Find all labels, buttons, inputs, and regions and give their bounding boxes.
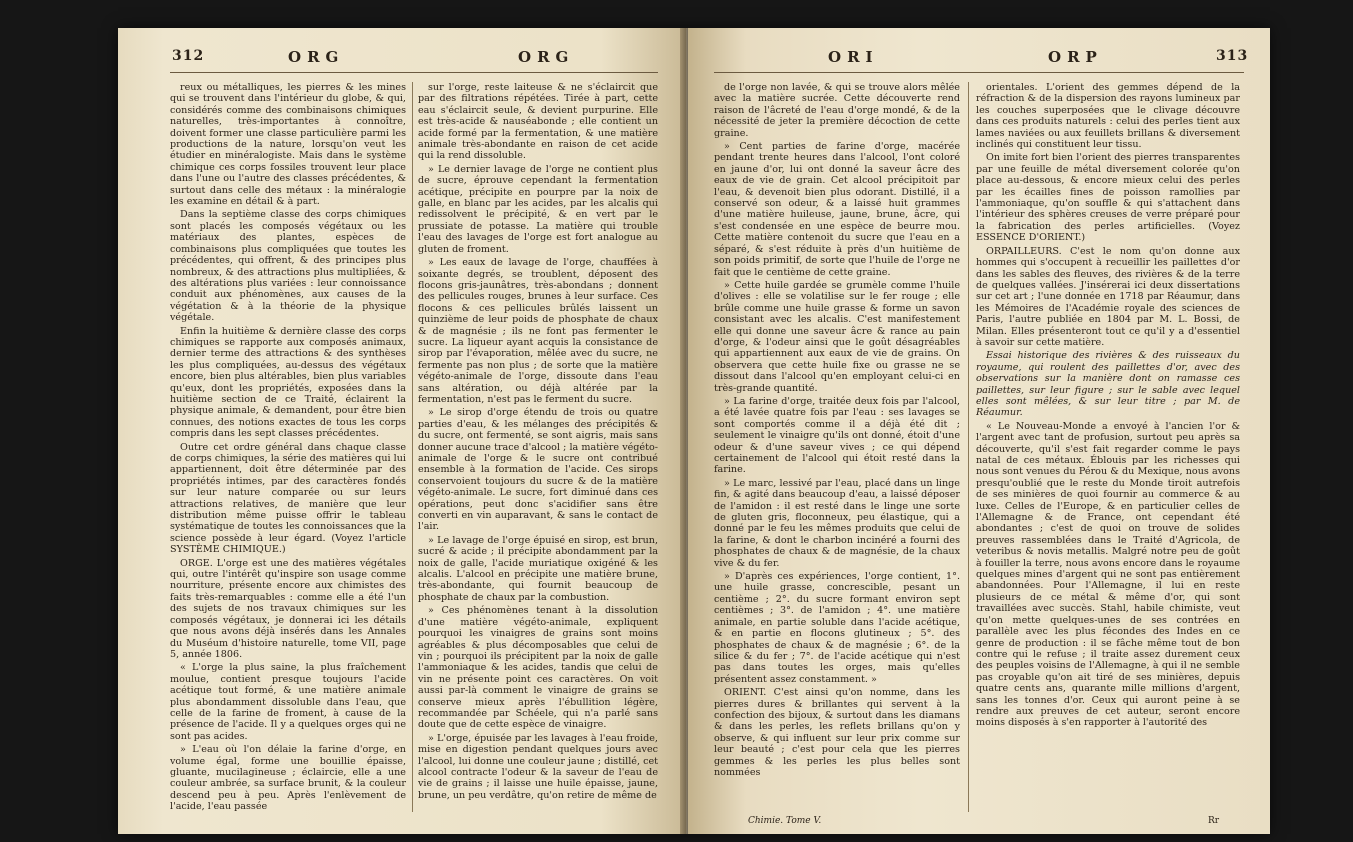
right-header-rule xyxy=(714,72,1244,73)
left-page xyxy=(118,28,686,834)
paragraph: » L'eau où l'on délaie la farine d'orge, en volume égal, forme une bouillie épaisse, gluante, mucilagineuse ; éclaircie, elle a une couleur ambrée, sa surface brunit, & la couleur descend peu à peu. Après l'enlèvement de l'acide, l'eau passée xyxy=(170,744,406,813)
paragraph: ORGE. L'orge est une des matières végétales qui, outre l'intérêt qu'inspire son usage comme nourriture, présente encore aux chimistes des faits très-remarquables : comme elle a été l'un des sujets de nos travaux chimiques sur les composés végétaux, je donnerai ici les détails que nous avons déjà insérés dans les Annales du Muséum d'histoire naturelle, tome VII, page 5, année 1806. xyxy=(170,557,406,660)
paragraph: » D'après ces expériences, l'orge contient, 1°. une huile grasse, concrescible, pesant un centième ; 2°. du sucre formant environ sept centièmes ; 3°. de l'amidon ; 4°. une matière animale, en partie soluble dans l'acide acétique, & en partie en flocons glutineux ; 5°. des phosphates de chaux & de magnésie ; 6°. de la silice & du fer ; 7°. de l'acide acétique qui n'est pas dans toutes les orges, mais qu'elles présentent assez constamment. » xyxy=(714,571,960,685)
right-page xyxy=(688,28,1270,834)
paragraph: ORPAILLEURS. C'est le nom qu'on donne aux hommes qui s'occupent à recueillir les paillettes d'or dans les sables des fleuves, des rivières & de la terre de quelques vallées. J'insérerai ici deux dissertations sur cet art ; l'une donnée en 1718 par Réaumur, dans les Mémoires de l'Académie royale des sciences de Paris, l'autre publiée en 1804 par M. L. Bossi, de Milan. Elles présenteront tout ce qu'il y a d'essentiel à savoir sur cette matière. xyxy=(976,245,1240,348)
paragraph: Dans la septième classe des corps chimiques sont placés les composés végétaux ou les matériaux des plantes, espèces de combinaisons plus compliquées que toutes les précédentes, qui offrent, & des principes plus nombreux, & des attractions plus multipliées, & des altérations plus variées : leur connoissance conduit aux phénomènes, aux causes de la végétation & à la théorie de la physique végétale. xyxy=(170,209,406,324)
paragraph: On imite fort bien l'orient des pierres transparentes par une feuille de métal diversement colorée qu'on place au-dessous, & encore mieux celui des perles par les écailles fines de poisson ramollies par l'ammoniaque, qu'on souffle & qui s'attachent dans l'intérieur des sphères creuses de verre préparé pour la fabrication des perles artificielles. (Voyez ESSENCE D'ORIENT.) xyxy=(976,152,1240,244)
right-header-left: ORI xyxy=(828,48,879,66)
paragraph: « L'orge la plus saine, la plus fraîchement moulue, contient presque toujours l'acide acétique tout formé, & une matière animale plus abondamment dissoluble dans l'eau, que celle de la farine de froment, à cause de la présence de l'acide. Il y a quelques orges qui ne sont pas acides. xyxy=(170,662,406,742)
paragraph: Enfin la huitième & dernière classe des corps chimiques se rapporte aux composés animaux, dernier terme des attractions & des synthèses les plus compliquées, au-dessus des végétaux encore, bien plus altérables, bien plus variables qu'eux, dont les propriétés, exposées dans la huitième section de ce Traité, éclairent la physique animale, & demandent, pour être bien connues, des notions exactes de tous les corps compris dans les sept classes précédentes. xyxy=(170,325,406,440)
paragraph: « Le Nouveau-Monde a envoyé à l'ancien l'or & l'argent avec tant de profusion, surtout peu après sa découverte, qu'il s'est fait regarder comme le pays natal de ces métaux. Éblouis par les richesses qui nous sont venues du Pérou & du Mexique, nous avons presqu'oublié que le reste du Monde tiroit autrefois de ses minières de quoi fournir au commerce & au luxe. Celles de l'Europe, & en particulier celles de l'Allemagne & de France, ont cependant été abondantes ; c'est de quoi on trouve de solides preuves rassemblées dans le Traité d'Agricola, de veteribus & novis metallis. Malgré notre peu de goût à fouiller la terre, nous avons encore dans le royaume quelques mines d'argent qui ne sont pas entièrement abandonnées. Pour l'Allemagne, il lui en reste plusieurs de ce métal & même d'or, qui sont travaillées avec succès. Stahl, habile chimiste, veut qu'on mette quelques-unes de ses contrées en parallèle avec les plus fécondes des Indes en ce genre de production : il se fâche même tout de bon contre qui le refuse ; il traite assez durement ceux des peuples voisins de l'Allemagne, à qui il ne semble pas croyable qu'on ait tiré de ses minières, depuis quatre cents ans, quarante mille millions d'argent, sans les tonnes d'or. Ceux qui auront peine à se rendre aux preuves de cet auteur, seront encore moins disposés à s'en rapporter à l'autorité des xyxy=(976,420,1240,729)
left-column-1 xyxy=(170,82,406,822)
paragraph: » Le marc, lessivé par l'eau, placé dans un linge fin, & agité dans beaucoup d'eau, a laissé déposer de l'amidon : il est resté dans le linge une sorte de gluten gris, floconneux, peu élastique, qui a donné par le feu les mêmes produits que celui de la farine, & dont le charbon incinéré a fourni des phosphates de chaux & de magnésie, de la chaux vive & du fer. xyxy=(714,477,960,569)
paragraph: » Le sirop d'orge étendu de trois ou quatre parties d'eau, & les mélanges des précipités & du sucre, ont fermenté, se sont aigris, mais sans donner aucune trace d'alcool ; la matière végéto-animale de l'orge & le sucre ont contribué ensemble à la formation de l'acide. Ces sirops conservoient toujours du sucre & de la matière végéto-animale. Le sucre, fort diminué dans ces opérations, peut donc s'acidifier sans être converti en vin auparavant, & sans le contact de l'air. xyxy=(418,407,658,533)
left-column-2 xyxy=(418,82,658,822)
right-column-2 xyxy=(976,82,1240,822)
open-book xyxy=(118,28,1270,834)
paragraph: » Ces phénomènes tenant à la dissolution d'une matière végéto-animale, expliquent pourquoi les vinaigres de grains sont moins agréables & plus décomposables que celui de vin ; pourquoi ils précipitent par la noix de galle l'ammoniaque & les acides, tandis que celui de vin ne présente point ces caractères. On voit aussi par-là comment le vinaigre de grains se conserve mieux après l'ébullition légère, recommandée par Schéele, qui n'a parlé sans doute que de cette espèce de vinaigre. xyxy=(418,605,658,731)
paragraph: » Le dernier lavage de l'orge ne contient plus de sucre, éprouve cependant la fermentation acétique, précipite en pourpre par la noix de galle, en blanc par les acides, par les alcalis qui redissolvent le précipité, & en vert par le prussiate de potasse. La matière qui trouble l'eau des lavages de l'orge est fort analogue au gluten de froment. xyxy=(418,163,658,255)
left-header-rule xyxy=(170,72,658,73)
paragraph: de l'orge non lavée, & qui se trouve alors mêlée avec la matière sucrée. Cette découverte rend raison de l'âcreté de l'eau d'orge mondé, & de la nécessité de jeter la première décoction de cette graine. xyxy=(714,82,960,139)
paragraph: Essai historique des rivières & des ruisseaux du royaume, qui roulent des paillettes d'or, avec des observations sur la manière dont on ramasse ces paillettes, sur leur figure ; sur le sable avec lequel elles sont mêlées, & sur leur titre ; par M. de Réaumur. xyxy=(976,350,1240,419)
right-header-right: ORP xyxy=(1048,48,1103,66)
paragraph: sur l'orge, reste laiteuse & ne s'éclaircit que par des filtrations répétées. Tirée à part, cette eau s'éclaircit seule, & devient purpurine. Elle est très-acide & nauséabonde ; elle contient un acide formé par la fermentation, & une matière animale très-abondante en raison de cet acide qui la rend dissoluble. xyxy=(418,82,658,162)
right-page-number: 313 xyxy=(1216,48,1249,64)
paragraph: » Les eaux de lavage de l'orge, chauffées à soixante degrés, se troublent, déposent des flocons gris-jaunâtres, très-abondans ; donnent des pellicules rouges, brunes à leur surface. Ces flocons & ces pellicules brûlés laissent un quinzième de leur poids de phosphate de chaux & de magnésie ; ils ne font pas fermenter le sucre. La liqueur ayant acquis la consistance de sirop par l'évaporation, mêlée avec du sucre, ne fermente pas non plus ; de sorte que la matière végéto-animale de l'orge, dissoute dans l'eau sans altération, ou déjà altérée par la fermentation, n'est pas le ferment du sucre. xyxy=(418,257,658,405)
paragraph: Outre cet ordre général dans chaque classe de corps chimiques, la série des matières qui lui appartiennent, doit être déterminée par des propriétés intimes, par des caractères fondés sur leur nature comparée ou sur leurs attractions relatives, de manière que leur distribution même puisse offrir le tableau systématique de toutes les connoissances que la science possède à leur égard. (Voyez l'article SYSTÈME CHIMIQUE.) xyxy=(170,441,406,556)
signature-mark: Rr xyxy=(1208,816,1220,826)
left-header-left: ORG xyxy=(288,48,345,66)
paragraph: » Cette huile gardée se grumèle comme l'huile d'olives : elle se volatilise sur le fer rouge ; elle brûle comme une huile grasse & forme un savon consistant avec les alcalis. C'est manifestement elle qui donne une saveur âcre & rance au pain d'orge, & l'odeur ainsi que le goût désagréables qui appartiennent aux eaux de vie de grains. On observera que cette huile fixe ou grasse ne se dissout dans l'alcool qu'en employant celui-ci en très-grande quantité. xyxy=(714,279,960,394)
paragraph: » Le lavage de l'orge épuisé en sirop, est brun, sucré & acide ; il précipite abondamment par la noix de galle, l'acide muriatique oxigéné & les alcalis. L'alcool en précipite une matière brune, très-abondante, qui fournit beaucoup de phosphate de chaux par la combustion. xyxy=(418,534,658,603)
paragraph: » La farine d'orge, traitée deux fois par l'alcool, a été lavée quatre fois par l'eau : ses lavages se sont comportés comme il a déjà été dit ; seulement le vinaigre qu'ils ont donné, étoit d'une odeur & d'une saveur vives ; ce qui dépend certainement de l'alcool qui étoit resté dans la farine. xyxy=(714,395,960,476)
left-column-divider xyxy=(412,82,413,812)
paragraph: reux ou métalliques, les pierres & les mines qui se trouvent dans l'intérieur du globe, & qui, considérés comme des combinaisons chimiques naturelles, très-importantes à connoître, doivent former une classe particulière parmi les productions de la nature, lorsqu'on veut les étudier en minéralogiste. Mais dans le système chimique ces corps fossiles trouvent leur place dans l'une ou l'autre des classes précédentes, & surtout dans celle des métaux : la minéralogie les examine en détail & à part. xyxy=(170,82,406,208)
left-header-right: ORG xyxy=(518,48,575,66)
right-column-divider xyxy=(968,82,969,812)
paragraph: ORIENT. C'est ainsi qu'on nomme, dans les pierres dures & brillantes qui servent à la confection des bijoux, & surtout dans les diamans & dans les perles, les reflets brillans qu'on y observe, & qui influent sur leur prix comme sur leur beauté ; c'est pour cela que les pierres gemmes & les perles les plus belles sont nommées xyxy=(714,687,960,778)
left-page-number: 312 xyxy=(172,48,205,64)
paragraph: » L'orge, épuisée par les lavages à l'eau froide, mise en digestion pendant quelques jours avec l'alcool, lui donne une couleur jaune ; distillé, cet alcool contracte l'odeur & la saveur de l'eau de vie de grains ; il laisse une huile épaisse, jaune, brune, un peu verdâtre, qu'on retire de même de xyxy=(418,732,658,801)
page-footer: Chimie. Tome V. xyxy=(748,816,822,826)
paragraph: orientales. L'orient des gemmes dépend de la réfraction & de la dispersion des rayons lumineux par les couches superposées que le clivage découvre dans ces produits naturels : celui des perles tient aux lames naviées ou aux feuillets brillans & diversement inclinés qui constituent leur tissu. xyxy=(976,82,1240,151)
paragraph: » Cent parties de farine d'orge, macérée pendant trente heures dans l'alcool, l'ont coloré en jaune d'or, lui ont donné la saveur âcre des eaux de vie de grain. Cet alcool précipitoit par l'eau, & devenoit bien plus odorant. Distillé, il a conservé son odeur, & a laissé huit grammes d'une matière huileuse, jaune, brune, âcre, qui s'est condensée en une espèce de beurre mou. Cette matière contenoit du sucre que l'eau en a séparé, & s'est réduite à près d'un huitième de son poids primitif, de sorte que l'huile de l'orge ne fait que le centième de cette graine. xyxy=(714,141,960,278)
right-column-1 xyxy=(714,82,960,822)
